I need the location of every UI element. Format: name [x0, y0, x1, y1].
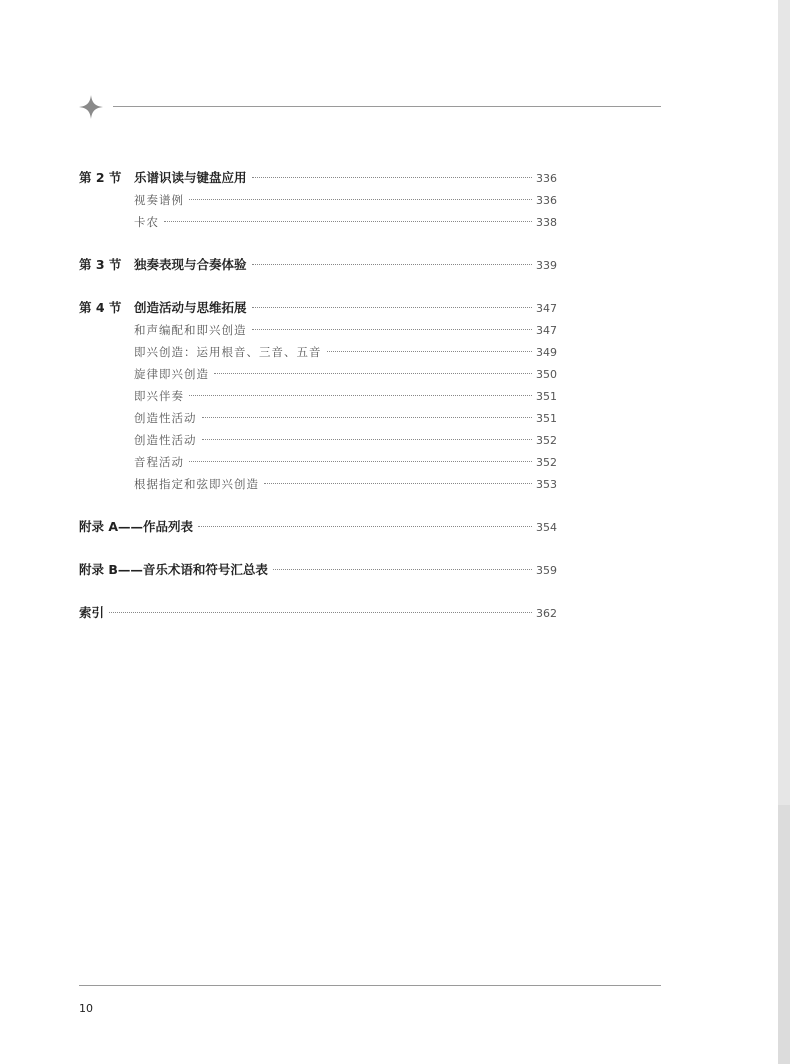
page-ref: 352: [536, 456, 557, 469]
toc-row[interactable]: [79, 167, 557, 189]
leader-dots: [327, 350, 533, 352]
leader-dots: [189, 198, 532, 200]
subsection-title: 音程活动: [134, 455, 184, 469]
leader-dots: [198, 525, 532, 527]
leader-dots: [252, 176, 532, 178]
leader-dots: [189, 460, 532, 462]
page-ref: 347: [536, 302, 557, 315]
subsection-title: 即兴伴奏: [134, 389, 184, 403]
index-title: 索引: [79, 605, 105, 620]
page-ref: 351: [536, 390, 557, 403]
leader-dots: [109, 611, 532, 613]
leader-dots: [202, 416, 533, 418]
toc-row[interactable]: [79, 559, 557, 581]
subsection-title: 视奏谱例: [134, 193, 184, 207]
section-title: 创造活动与思维拓展: [134, 300, 247, 315]
page-ref: 351: [536, 412, 557, 425]
toc-row[interactable]: [79, 602, 557, 624]
toc-subrow[interactable]: [79, 385, 557, 407]
leader-dots: [252, 306, 532, 308]
leader-dots: [202, 438, 533, 440]
toc-row[interactable]: [79, 254, 557, 276]
toc-subrow[interactable]: [79, 451, 557, 473]
page-ref: 338: [536, 216, 557, 229]
page-ref: 359: [536, 564, 557, 577]
appendix-a-title: 附录 A——作品列表: [79, 519, 194, 534]
page-edge-lower: [778, 805, 790, 1064]
toc-subrow[interactable]: [79, 363, 557, 385]
subsection-title: 和声编配和即兴创造: [134, 323, 247, 337]
leader-dots: [252, 263, 532, 265]
footer-rule: [79, 985, 661, 986]
subsection-title: 卡农: [134, 215, 159, 229]
toc-subrow[interactable]: [79, 429, 557, 451]
toc-subrow[interactable]: [79, 473, 557, 495]
page-ref: 347: [536, 324, 557, 337]
page-ref: 353: [536, 478, 557, 491]
toc-row[interactable]: [79, 516, 557, 538]
toc-row[interactable]: [79, 297, 557, 319]
section-number: 第 2 节: [79, 170, 122, 185]
subsection-title: 创造性活动: [134, 433, 197, 447]
leader-dots: [252, 328, 533, 330]
subsection-title: 旋律即兴创造: [134, 367, 209, 381]
leader-dots: [189, 394, 532, 396]
page-number: 10: [79, 1002, 93, 1015]
subsection-title: 创造性活动: [134, 411, 197, 425]
leader-dots: [214, 372, 532, 374]
four-point-star-icon: [79, 95, 103, 119]
subsection-title: 根据指定和弦即兴创造: [134, 477, 259, 491]
leader-dots: [273, 568, 532, 570]
page-ref: 352: [536, 434, 557, 447]
table-of-contents: [79, 167, 557, 624]
toc-subrow[interactable]: [79, 319, 557, 341]
section-title: 乐谱识读与键盘应用: [134, 170, 247, 185]
header-rule: [79, 95, 661, 119]
subsection-title: 即兴创造：运用根音、三音、五音: [134, 345, 322, 359]
appendix-b-title: 附录 B——音乐术语和符号汇总表: [79, 562, 268, 577]
page-ref: 336: [536, 194, 557, 207]
page-ref: 362: [536, 607, 557, 620]
section-title: 独奏表现与合奏体验: [134, 257, 247, 272]
toc-subrow[interactable]: [79, 211, 557, 233]
page-ref: 336: [536, 172, 557, 185]
toc-subrow[interactable]: [79, 407, 557, 429]
page-ref: 350: [536, 368, 557, 381]
page-ref: 349: [536, 346, 557, 359]
toc-subrow[interactable]: [79, 189, 557, 211]
section-number: 第 4 节: [79, 300, 122, 315]
section-number: 第 3 节: [79, 257, 122, 272]
toc-subrow[interactable]: [79, 341, 557, 363]
leader-dots: [164, 220, 532, 222]
header-line: [113, 106, 661, 107]
page-ref: 354: [536, 521, 557, 534]
page-ref: 339: [536, 259, 557, 272]
leader-dots: [264, 482, 532, 484]
